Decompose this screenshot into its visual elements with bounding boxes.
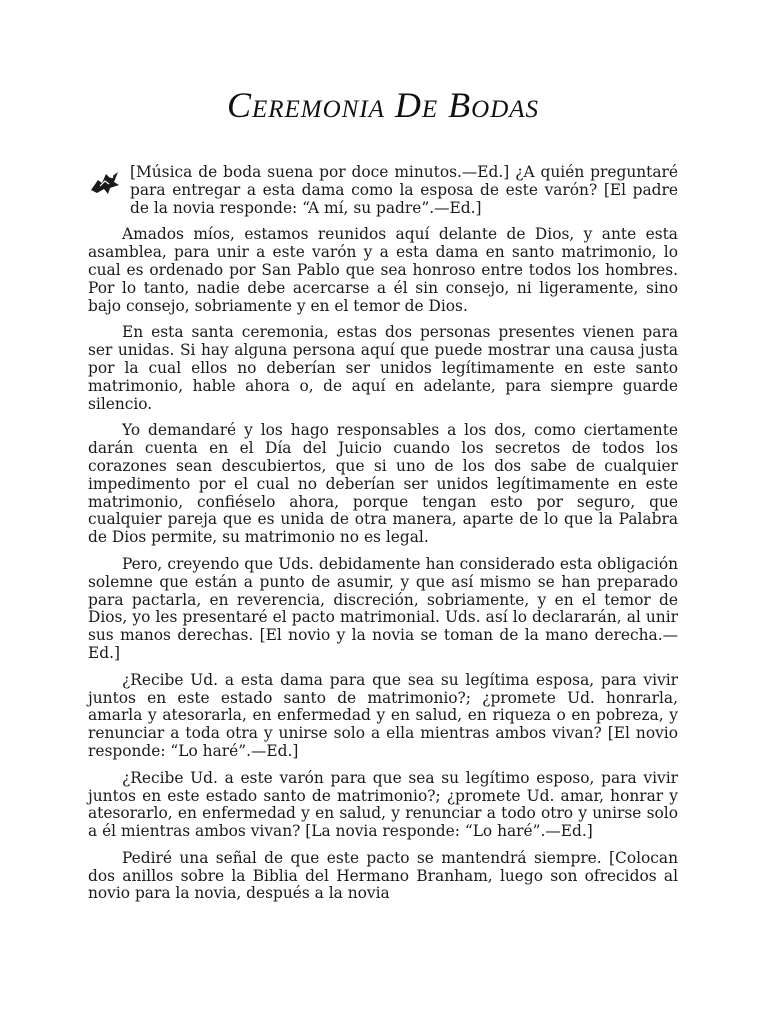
paragraph-4: Yo demandaré y los hago responsables a los dos, como ciertamente darán cuenta en el Día del Juicio cuando los secretos de todos los corazones sean descubiertos, que si uno de los dos sabe de cualquier impedimento por el cual no deberían ser unidos legítimamente en este matrimonio, confiéselo ahora, porque tengan esto por seguro, que cualquier pareja que es unida de otra manera, aparte de lo que la Palabra de Dios permite, su matrimonio no es legal. — [88, 421, 678, 547]
document-page — [88, 0, 678, 1024]
paragraph-2: Amados míos, estamos reunidos aquí delante de Dios, y ante esta asamblea, para unir a este varón y a esta dama en santo matrimonio, lo cual es ordenado por San Pablo que sea honroso entre todos los hombres. Por lo tanto, nadie debe acercarse a él sin consejo, ni ligeramente, sino bajo consejo, sobriamente y en el temor de Dios. — [88, 225, 678, 315]
paragraph-text: [Música de boda suena por doce minutos.—Ed.] ¿A quién preguntaré para entregar a esta dama como la esposa de este varón? [El padre de la novia responde: “A mí, su padre”.—Ed.] — [130, 163, 678, 217]
paragraph-3: En esta santa ceremonia, estas dos personas presentes vienen para ser unidas. Si hay alguna persona aquí que puede mostrar una causa justa por la cual ellos no deberían ser unidos legítimamente en este santo matrimonio, hable ahora o, de aquí en adelante, para siempre guarde silencio. — [88, 323, 678, 413]
paragraph-6: ¿Recibe Ud. a esta dama para que sea su legítima esposa, para vivir juntos en este estado santo de matrimonio?; ¿promete Ud. honrarla, amarla y atesorarla, en enfermedad y en salud, en riqueza o en pobreza, y renunciar a toda otra y unirse solo a ella mientras ambos vivan? [El novio responde: “Lo haré”.—Ed.] — [88, 670, 678, 760]
eagle-ornament-icon — [88, 166, 122, 200]
paragraph-8: Pediré una señal de que este pacto se mantendrá siempre. [Colocan dos anillos sobre la Biblia del Hermano Branham, luego son ofrecidos al novio para la novia, después a la novia — [88, 848, 678, 903]
page-title: Ceremonia De Bodas — [226, 85, 540, 125]
paragraph-7: ¿Recibe Ud. a este varón para que sea su legítimo esposo, para vivir juntos en este estado santo de matrimonio?; ¿promete Ud. amar, honrar y atesorarlo, en enfermedad y en salud, y renunciar a todo otro y unirse solo a él mientras ambos vivan? [La novia responde: “Lo haré”.—Ed.] — [88, 768, 678, 841]
paragraph-5: Pero, creyendo que Uds. debidamente han considerado esta obligación solemne que están a punto de asumir, y que así mismo se han preparado para pactarla, en reverencia, discreción, sobriamente, y en el temor de Dios, yo les presentaré el pacto matrimonial. Uds. así lo declararán, al unir sus manos derechas. [El novio y la novia se toman de la mano derecha.—Ed.] — [88, 554, 678, 662]
paragraph-1 — [88, 164, 678, 217]
document-body — [88, 164, 678, 912]
